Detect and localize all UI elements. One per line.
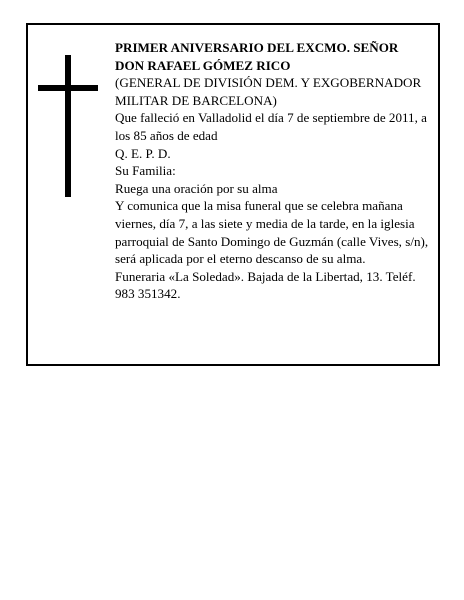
notice-text [115,39,433,303]
notice-title-line1: PRIMER ANIVERSARIO DEL EXCMO. SEÑOR [115,40,399,55]
prayer-request: Ruega una oración por su alma [115,180,278,196]
family-label: Su Familia: [115,163,176,179]
cross-vertical-bar [65,55,71,197]
cross-horizontal-bar [38,85,98,91]
notice-title-line2: DON RAFAEL GÓMEZ RICO [115,57,291,73]
deceased-rank: (GENERAL DE DIVISIÓN DEM. Y EXGOBERNADOR MILITAR DE BARCELONA) [115,75,422,108]
obituary-notice [26,23,440,366]
death-info: Que falleció en Valladolid el día 7 de septiembre de 2011, a los 85 años de edad [115,110,427,143]
qepd: Q. E. P. D. [115,145,171,161]
latin-cross-icon [38,55,98,197]
funeral-home: Funeraria «La Soledad». Bajada de la Libertad, 13. Teléf. 983 351342. [115,268,416,302]
mass-info: Y comunica que la misa funeral que se celebra mañana viernes, día 7, a las siete y media de la tarde, en la iglesia parroquial de Santo Domingo de Guzmán (calle Vives, s/n), será aplicada por el eterno descanso de su alma. [115,198,429,267]
